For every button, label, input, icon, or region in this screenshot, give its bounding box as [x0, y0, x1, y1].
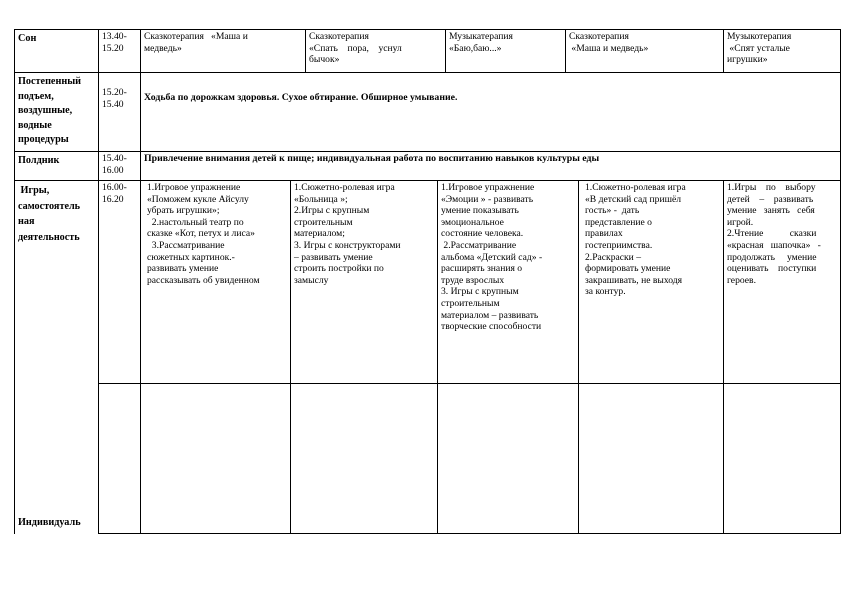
igry-label-1: Игры, [18, 185, 50, 196]
individ-cell-wed [437, 383, 578, 534]
igry-tue-line-9: замыслу [294, 274, 329, 286]
igry-fri-line-3: умение занять себя [727, 205, 815, 217]
time-poldnik-start: 15.40- [102, 153, 127, 164]
igry-thu-line-10: за контур. [585, 286, 626, 298]
igry-tue-line-8: строить постройки по [294, 263, 384, 275]
igry-label-2: самостоятель [18, 200, 81, 212]
igry-thu-line-1: 1.Сюжетно-ролевая игра [585, 182, 686, 193]
igry-tue-line-7: – развивать умение [294, 251, 373, 263]
podem-label-4: водные [18, 119, 52, 131]
time-igry-start: 16.00- [102, 182, 127, 193]
podem-label-3: воздушные, [18, 105, 73, 116]
igry-mon-line-1: 1.Игровое упражнение [147, 182, 241, 193]
igry-wed-line-11: строительным [441, 297, 500, 309]
igry-mon-line-9: рассказывать об увиденном [147, 274, 260, 286]
igry-thu-line-9: закрашивать, не выходя [585, 274, 683, 286]
son-cell-wed [445, 29, 565, 72]
row-label-igry [14, 180, 98, 383]
igry-cell-thu [578, 180, 723, 383]
row-label-son-text: Сон [18, 33, 37, 44]
igry-fri-line-8: оценивать поступки [727, 263, 817, 275]
son-tue-line-3: бычок» [309, 54, 340, 66]
son-cell-tue [305, 29, 445, 72]
igry-fri-line-7: продолжать умение [727, 251, 817, 263]
podem-label-5: процедуры [18, 134, 69, 145]
igry-tue-line-1: 1.Сюжетно-ролевая игра [294, 182, 395, 193]
son-mon-line-2: медведь» [144, 42, 182, 54]
podem-activity [140, 72, 841, 151]
igry-wed-line-8: расширять знания о [441, 263, 523, 275]
son-fri-line-1: Музыкотерапия [727, 31, 792, 42]
son-cell-thu [565, 29, 723, 72]
podem-activity-text: Ходьба по дорожкам здоровья. Сухое обтирание. Обширное умывание. [144, 92, 458, 103]
individ-label-area [14, 383, 98, 534]
igry-wed-line-6: 2.Рассматривание [441, 239, 517, 251]
son-wed-line-1: Музыкатерапия [449, 31, 513, 42]
igry-label-3: ная [18, 216, 35, 227]
igry-wed-line-2: «Эмоции » - развивать [441, 193, 534, 205]
igry-cell-mon [140, 180, 290, 383]
igry-mon-line-4: 2.настольный театр по [147, 216, 244, 228]
igry-thu-line-6: гостеприимства. [585, 239, 653, 251]
son-thu-line-1: Сказкотерапия [569, 31, 629, 42]
son-tue-line-2: «Спать пора, уснул [309, 42, 402, 54]
time-poldnik-end: 16.00 [102, 164, 124, 176]
son-cell-mon [140, 29, 305, 72]
igry-label-4: деятельность [18, 231, 80, 243]
time-poldnik [98, 151, 140, 180]
igry-thu-line-2: «В детский сад пришёл [585, 193, 682, 205]
row-label-son [14, 29, 98, 72]
igry-tue-line-6: 3. Игры с конструкторами [294, 239, 401, 251]
igry-tue-line-4: строительным [294, 216, 353, 228]
time-son-end: 15.20 [102, 42, 124, 54]
igry-fri-line-6: «красная шапочка» - [727, 239, 821, 251]
igry-mon-line-5: сказке «Кот, петух и лиса» [147, 228, 255, 240]
igry-wed-line-1: 1.Игровое упражнение [441, 182, 535, 193]
son-thu-line-2: «Маша и медведь» [569, 42, 649, 54]
igry-mon-line-8: развивать умение [147, 263, 219, 275]
table-right-border [840, 29, 841, 534]
igry-cell-fri [723, 180, 841, 383]
time-son-start: 13.40- [102, 31, 127, 42]
row-label-podem [14, 72, 98, 151]
time-son [98, 29, 140, 72]
individ-time [98, 383, 140, 534]
igry-thu-line-8: формировать умение [585, 263, 671, 275]
igry-wed-line-9: труде взрослых [441, 274, 505, 286]
igry-wed-line-13: творческие способности [441, 321, 542, 333]
son-tue-line-1: Сказкотерапия [309, 31, 369, 42]
time-igry-end: 16.20 [102, 193, 124, 205]
igry-cell-wed [437, 180, 578, 383]
igry-fri-line-4: игрой. [727, 216, 754, 228]
poldnik-activity [140, 151, 841, 180]
igry-wed-line-4: эмоциональное [441, 216, 504, 228]
igry-fri-line-9: героев. [727, 274, 756, 286]
time-podem-start: 15.20- [102, 87, 127, 98]
time-podem-end: 15.40 [102, 98, 124, 110]
table-bottom-border [98, 533, 841, 534]
podem-label-1: Постепенный [18, 76, 82, 87]
igry-wed-line-3: умение показывать [441, 205, 519, 217]
igry-mon-line-7: сюжетных картинок.- [147, 251, 235, 263]
igry-thu-line-3: гость» - дать [585, 205, 640, 217]
igry-fri-line-1: 1.Игры по выбору [727, 182, 816, 193]
time-igry [98, 180, 140, 383]
son-wed-line-2: «Баю,баю...» [449, 42, 502, 54]
igry-fri-line-2: детей – развивать [727, 193, 814, 205]
igry-thu-line-4: представление о [585, 216, 652, 228]
igry-fri-line-5: 2.Чтение сказки [727, 228, 817, 240]
son-fri-line-2: «Спят усталые [727, 42, 790, 54]
individ-cell-fri [723, 383, 841, 534]
individ-cell-tue [290, 383, 437, 534]
poldnik-activity-text: Привлечение внимания детей к пище; индивидуальная работа по воспитанию навыков культуры еды [144, 153, 600, 164]
igry-tue-line-5: материалом; [294, 228, 345, 240]
igry-wed-line-5: состояние человека. [441, 228, 524, 240]
igry-wed-line-10: 3. Игры с крупным [441, 286, 519, 298]
time-podem [98, 72, 140, 151]
igry-wed-line-7: альбома «Детский сад» - [441, 251, 543, 263]
son-mon-line-1: Сказкотерапия «Маша и [144, 31, 248, 42]
igry-thu-line-5: правилах [585, 228, 623, 240]
podem-label-2: подъем, [18, 90, 54, 102]
igry-mon-line-2: «Поможем кукле Айсулу [147, 193, 249, 205]
row-label-poldnik [14, 151, 98, 180]
igry-tue-line-3: 2.Игры с крупным [294, 205, 370, 217]
individ-cell-mon [140, 383, 290, 534]
row-label-individ: Индивидуаль [18, 517, 81, 528]
son-cell-fri [723, 29, 841, 72]
igry-mon-line-6: 3.Рассматривание [147, 239, 225, 251]
igry-thu-line-7: 2.Раскраски – [585, 251, 642, 263]
individ-cell-thu [578, 383, 723, 534]
igry-wed-line-12: материалом – развивать [441, 309, 539, 321]
son-fri-line-3: игрушки» [727, 54, 768, 66]
igry-tue-line-2: «Больница »; [294, 193, 348, 205]
row-label-poldnik-text: Полдник [18, 155, 60, 166]
igry-mon-line-3: убрать игрушки»; [147, 205, 220, 217]
igry-cell-tue [290, 180, 437, 383]
